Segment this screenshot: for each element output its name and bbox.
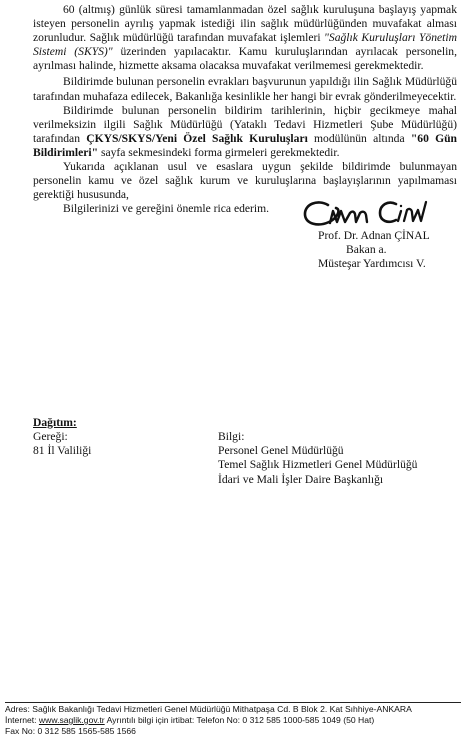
signer-block bbox=[318, 229, 468, 271]
bilgi-label: Bilgi: bbox=[218, 430, 245, 443]
paragraph-2-text: Bildirimde bulunan personelin evrakları başvurunun yapıldığı ilin Sağlık Müdürlüğü tarafından muhafaza edilecek, Bakanlığa kesinlikle her hangi bir evrak gönderilmeyecektir. bbox=[33, 75, 457, 103]
footer-phone: Ayrıntılı bilgi için irtibat: Telefon No: 0 312 585 1000-585 1049 (50 Hat) bbox=[104, 715, 375, 725]
paragraph-bildirim bbox=[33, 104, 457, 160]
handwritten-signature bbox=[300, 194, 440, 234]
footer-address: Adres: Sağlık Bakanlığı Tedavi Hizmetleri Genel Müdürlüğü Mithatpaşa Cd. B Blok 2. Kat Sıhhiye-ANKARA bbox=[5, 704, 412, 714]
recipient-idari-mali: İdari ve Mali İşler Daire Başkanlığı bbox=[218, 472, 384, 486]
recipient-temel-saglik: Temel Sağlık Hizmetleri Genel Müdürlüğü bbox=[218, 458, 418, 472]
signer-name: Prof. Dr. Adnan ÇİNAL bbox=[318, 229, 430, 242]
paragraph-muvafakat bbox=[33, 3, 457, 73]
signer-title: Müsteşar Yardımcısı V. bbox=[318, 257, 426, 270]
distribution-left bbox=[33, 416, 91, 459]
website-link[interactable]: www.saglik.gov.tr bbox=[38, 715, 105, 725]
recipient-personel: Personel Genel Müdürlüğü bbox=[218, 444, 344, 458]
paragraph-3-text-a: Bildirimde bulunan personelin bildirim tarihlerinin, hiçbir gecikmeye mahal verilmeksizin ilgili Sağlık Müdürlüğü (Yataklı Tedavi Hizmetleri Şube Müdürlüğü) tarafından bbox=[33, 103, 457, 145]
recipient-81-valilik: 81 İl Valiliği bbox=[33, 444, 92, 458]
internet-label: İnternet: bbox=[5, 715, 39, 725]
footer-contact-line bbox=[5, 715, 465, 726]
footer-fax: Fax No: 0 312 585 1565-585 1566 bbox=[5, 726, 136, 736]
module-name-bold: ÇKYS/SKYS/Yeni Özel Sağlık Kuruluşları bbox=[86, 131, 308, 145]
paragraph-1-text-a: 60 (altmış) günlük süresi tamamlanmadan özel sağlık kuruluşuna başlayış yapmak isteyen personelin ayrılış yapmak istediği ilin sağlık müdürlüğünden muvafakat alması zorunludur. Sağlık müdürlüğü tarafından muvafakat işlemleri bbox=[33, 3, 457, 45]
document-body bbox=[33, 3, 457, 216]
paragraph-4-text: Yukarıda açıklanan usul ve esaslara uygun şekilde bildirimde bulunmayan personelin kamu ve özel sağlık kurum ve kuruluşlarına başlayışlarının yapılmaması gerektiği hususunda, bbox=[33, 160, 457, 202]
paragraph-5-text: Bilgilerinizi ve gereğini önemle rica ederim. bbox=[63, 202, 270, 216]
distribution-heading: Dağıtım: bbox=[33, 416, 77, 429]
signer-role: Bakan a. bbox=[346, 243, 387, 256]
paragraph-3-text-c: sayfa sekmesindeki forma girmeleri gerekmektedir. bbox=[98, 145, 340, 159]
document-footer bbox=[5, 704, 465, 737]
paragraph-1-text-b: üzerinden yapılacaktır. Kamu kuruluşlarından ayrılacak personelin, ayrılması halinde, hizmette aksama olacaksa muvafakat verilmemesi gerekmektedir. bbox=[33, 45, 457, 73]
gereği-label: Gereği: bbox=[33, 430, 68, 444]
tab-name-bold: "60 Gün Bildirimleri" bbox=[33, 131, 458, 159]
paragraph-evrak bbox=[33, 75, 457, 103]
skys-italic: "Sağlık Kuruluşları Yönetim Sistemi (SKYS)" bbox=[33, 31, 457, 59]
paragraph-3-text-b: modülünün altında bbox=[307, 131, 411, 145]
distribution-right bbox=[218, 430, 417, 487]
footer-divider bbox=[5, 702, 461, 703]
